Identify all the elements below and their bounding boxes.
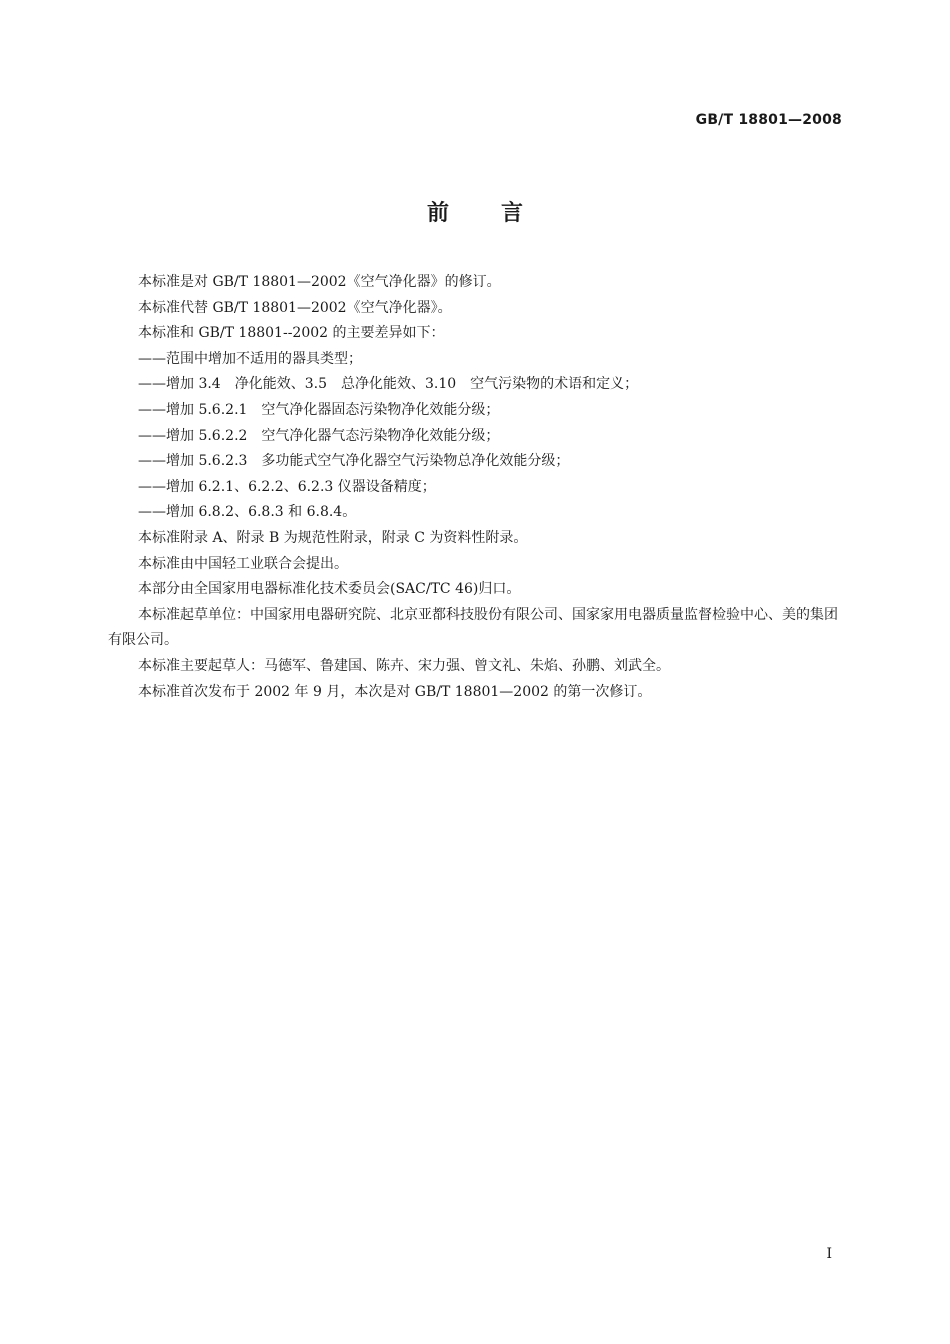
change-item: ——增加 6.8.2、6.8.3 和 6.8.4。 xyxy=(138,504,357,521)
change-item: ——增加 5.6.2.1 空气净化器固态污染物净化效能分级； xyxy=(138,401,500,418)
standard-number: GB/T 18801—2008 xyxy=(695,112,842,128)
paragraph-administered-by: 本部分由全国家用电器标准化技术委员会(SAC/TC 46)归口。 xyxy=(138,581,521,598)
paragraph-appendices: 本标准附录 A、附录 B 为规范性附录，附录 C 为资料性附录。 xyxy=(138,529,528,546)
change-item: ——增加 5.6.2.3 多功能式空气净化器空气污染物总净化效能分级； xyxy=(138,453,570,470)
paragraph-differences-intro: 本标准和 GB/T 18801--2002 的主要差异如下： xyxy=(138,325,445,342)
change-item: ——增加 6.2.1、6.2.2、6.2.3 仪器设备精度； xyxy=(138,478,436,495)
paragraph-revision: 本标准是对 GB/T 18801—2002《空气净化器》的修订。 xyxy=(138,274,501,290)
change-item: ——增加 3.4 净化能效、3.5 总净化能效、3.10 空气污染物的术语和定义； xyxy=(138,376,639,393)
paragraph-history: 本标准首次发布于 2002 年 9 月，本次是对 GB/T 18801—2002 的第一次修订。 xyxy=(138,683,652,700)
change-item: ——增加 5.6.2.2 空气净化器气态污染物净化效能分级； xyxy=(138,427,500,444)
foreword-body xyxy=(108,270,848,705)
paragraph-replaces: 本标准代替 GB/T 18801—2002《空气净化器》。 xyxy=(138,299,452,316)
paragraph-drafters: 本标准主要起草人：马德军、鲁建国、陈卉、宋力强、曾文礼、朱焰、孙鹏、刘武全。 xyxy=(138,657,670,674)
paragraph-proposed-by: 本标准由中国轻工业联合会提出。 xyxy=(138,555,348,572)
paragraph-drafting-units: 本标准起草单位：中国家用电器研究院、北京亚都科技股份有限公司、国家家用电器质量监督检验中心、美的集团有限公司。 xyxy=(108,606,838,649)
page-title: 前言 xyxy=(426,201,575,226)
page-number: I xyxy=(826,1246,832,1262)
change-item: ——范围中增加不适用的器具类型； xyxy=(138,350,362,367)
